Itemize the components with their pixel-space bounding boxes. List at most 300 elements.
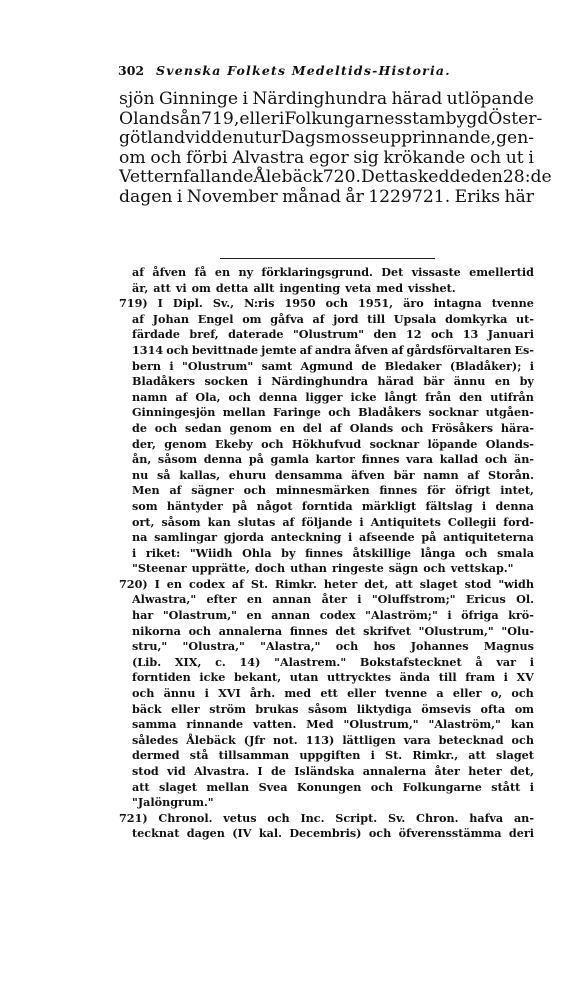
word: något [256, 498, 293, 513]
word: och [368, 826, 392, 841]
word: dermed [132, 748, 180, 763]
word: i [529, 358, 534, 373]
word: Bladåkers [358, 405, 422, 420]
footnote-line [119, 296, 534, 312]
word: gårdsförvaltaren [406, 342, 512, 357]
word: efter [206, 592, 237, 607]
word: icke [350, 389, 377, 404]
word: kartor [315, 452, 356, 467]
word: liktydiga [356, 701, 412, 716]
word: Frösåkers [431, 420, 493, 435]
word: rinnande [186, 717, 244, 732]
word: denna [495, 498, 534, 513]
word: vara [406, 452, 434, 467]
word: långt [384, 389, 418, 404]
word: sjön [119, 89, 155, 109]
word: förbi [186, 147, 228, 168]
word: Engel [197, 311, 234, 326]
word: ur [261, 128, 281, 148]
word: denna [203, 452, 243, 467]
footnote-line [119, 499, 534, 515]
word: ligger [305, 389, 343, 404]
word: och [511, 732, 534, 747]
word: stod [464, 576, 492, 591]
word: och [328, 405, 351, 420]
word: Storån. [488, 467, 534, 482]
word: långa [420, 545, 456, 560]
word: stå [189, 748, 209, 763]
word: ut- [516, 311, 534, 326]
word: forntida [301, 498, 353, 513]
word: Olandsån719, [119, 108, 240, 129]
word: i [242, 89, 248, 109]
word: och [267, 810, 290, 825]
word: Hökhufvud [291, 436, 362, 451]
word: med [376, 280, 404, 295]
word: ingenting [279, 280, 341, 295]
word: en [494, 374, 511, 389]
word: i [278, 108, 285, 129]
word: en [246, 592, 263, 607]
word: stod [132, 764, 159, 778]
word: ut [505, 147, 524, 168]
footnote-line [119, 733, 534, 749]
word: Chron. [416, 810, 459, 825]
word: socknar [369, 436, 420, 451]
word: hafva [469, 810, 504, 825]
word: XIX, [174, 654, 202, 669]
word: "Olastrum," [162, 608, 237, 623]
word: Alwastra," [132, 592, 197, 607]
word: vissaste [411, 265, 461, 279]
word: härad [377, 374, 414, 389]
word: eller [347, 686, 376, 701]
word: i [348, 530, 353, 545]
word: nikorna [132, 623, 181, 638]
word: och [154, 420, 178, 435]
word: gjorda [223, 530, 265, 545]
footnote-line [119, 717, 534, 733]
word: Dagsmosse [280, 128, 380, 148]
word: uttrycktes [327, 670, 392, 685]
footnote-line [119, 748, 534, 764]
word: smala [497, 545, 534, 560]
word: fältslag [425, 498, 473, 513]
word: att [132, 779, 150, 794]
word: 28:de [502, 167, 552, 187]
body-line [119, 129, 534, 149]
word: Sv. [387, 810, 406, 825]
word: Folkungarnes [284, 108, 404, 129]
footnote-line [119, 780, 534, 796]
word: 1229721. [368, 186, 451, 207]
word: är, [132, 280, 149, 295]
word: 1314 [132, 342, 164, 357]
word: ömsevis [421, 701, 472, 716]
word: intagna [433, 296, 482, 311]
word: Olands- [485, 436, 534, 451]
word: stått [491, 779, 521, 794]
word: 12 [405, 327, 422, 342]
word: följande [301, 514, 353, 529]
word: åtskillige [352, 545, 412, 560]
word: till [367, 311, 386, 326]
word: socknar [428, 405, 479, 420]
word: upprätte, [191, 561, 250, 576]
word: i [503, 670, 508, 685]
word: Konungen [296, 779, 362, 794]
word: Collegii [447, 514, 497, 529]
word: af [231, 576, 244, 591]
word: icke [199, 670, 226, 685]
word: upprinnande, [379, 128, 497, 148]
word: och [370, 779, 394, 794]
word: 1950 [284, 296, 316, 311]
word: ofta [480, 701, 506, 716]
word: från [425, 389, 452, 404]
word: fram [465, 670, 496, 685]
footnote-line [119, 468, 534, 484]
word: codex [189, 576, 225, 591]
word: allt [253, 280, 275, 295]
word: och [335, 639, 359, 654]
word: af [282, 514, 295, 529]
word: af [299, 342, 312, 357]
page-number: 302 [118, 63, 145, 78]
word: veta [345, 280, 372, 295]
word: "Steenar [132, 561, 187, 576]
word: Rimkr., [412, 748, 459, 763]
word: mellan [222, 405, 266, 420]
word: na [132, 530, 148, 545]
word: år [345, 186, 364, 207]
word: Decembris) [289, 826, 362, 841]
word: "Alastra," [260, 639, 321, 654]
word: Vettern [119, 167, 184, 187]
word: Ola, [195, 389, 221, 404]
word: än- [513, 452, 534, 467]
word: stambygd [403, 108, 489, 129]
word: sägn [388, 561, 419, 576]
word: 14) [239, 654, 261, 669]
footnote-line [119, 515, 534, 531]
word: anteckning [270, 530, 342, 545]
word: Men [132, 483, 160, 498]
word: Svea [258, 779, 288, 794]
word: deri [508, 826, 534, 841]
word: visshet. [408, 280, 456, 295]
word: 113) [305, 732, 335, 747]
footnote-line [119, 374, 534, 390]
body-line [119, 90, 534, 110]
word: kan [207, 514, 231, 529]
word: Johan [152, 311, 190, 326]
word: åfven [354, 342, 389, 357]
word: Agmund [300, 358, 353, 373]
word: i [359, 514, 364, 529]
word: Alvastra. [193, 764, 250, 778]
word: fallande [183, 167, 254, 187]
word: slaget [496, 748, 534, 763]
word: stru," [132, 639, 168, 654]
word: finnes [289, 623, 328, 638]
word: Rimkr. [274, 576, 317, 591]
word: af [175, 389, 188, 404]
word: skrifvet [363, 623, 411, 638]
word: i [176, 186, 183, 207]
word: således [132, 732, 179, 747]
word: XV [516, 670, 534, 685]
word: riket: [145, 545, 181, 560]
word: utifrån [490, 389, 534, 404]
word: utan [289, 670, 319, 685]
word: annan [272, 592, 312, 607]
word: ford- [503, 514, 534, 529]
word: "Olustrum," [343, 717, 419, 732]
word: färdade [132, 327, 180, 342]
footnote-line [119, 452, 534, 468]
word: (IV [232, 826, 252, 841]
word: "Olustra," [182, 639, 245, 654]
word: doch [254, 561, 286, 576]
footnote-line [119, 608, 534, 624]
word: "Olustrum" [182, 358, 254, 373]
word: och [401, 420, 424, 435]
word: om [119, 147, 146, 168]
word: Eriks [454, 186, 501, 207]
word: brukas [255, 701, 299, 716]
word: tecknat [132, 826, 180, 841]
word: I [157, 296, 163, 311]
word: de [270, 764, 286, 778]
word: heter [468, 764, 502, 778]
word: utgåen- [485, 405, 534, 420]
word: såsom [308, 701, 348, 716]
word: domkyrka [445, 311, 508, 326]
footnote-line [119, 327, 534, 343]
word: uthan [290, 561, 327, 576]
word: Ålebäck [186, 732, 236, 747]
footnote-line [119, 561, 534, 577]
footnote-line [119, 577, 534, 593]
word: var [496, 654, 516, 669]
footnote-line [119, 639, 534, 655]
word: krö- [508, 608, 534, 623]
footnote-line [119, 795, 534, 811]
word: afseende [358, 530, 415, 545]
word: densamma [274, 467, 343, 482]
word: vettskap." [450, 561, 514, 576]
word: af [329, 420, 342, 435]
word: slaget [419, 576, 458, 591]
word: 721) [119, 810, 148, 825]
word: Bladåkers [132, 374, 196, 389]
word: ett [320, 686, 338, 701]
word: och [511, 686, 534, 701]
word: Närdinghundra [252, 89, 388, 109]
word: bär [423, 374, 445, 389]
word: St. [250, 576, 269, 591]
word: detta [215, 280, 249, 295]
word: eller [171, 701, 200, 716]
word: Ginninge [158, 89, 239, 109]
word: i [481, 498, 487, 513]
word: I [257, 764, 263, 778]
word: N:ris [244, 296, 275, 311]
word: der, [132, 436, 156, 451]
footnote-line [119, 702, 534, 718]
word: den [211, 128, 244, 148]
word: i [529, 779, 534, 794]
word: codex [319, 608, 356, 623]
word: Dipl. [172, 296, 203, 311]
word: Ginningesjön [132, 405, 216, 420]
word: ut [243, 128, 262, 148]
word: ån, [132, 452, 152, 467]
word: vara [403, 732, 431, 747]
word: gen- [496, 128, 535, 148]
word: slutas [237, 514, 276, 529]
word: sig [353, 147, 379, 168]
word: samlingar [154, 530, 218, 545]
main-text [119, 89, 552, 207]
word: det, [364, 576, 389, 591]
word: Bledaker [384, 358, 442, 373]
footnote-line [119, 312, 534, 328]
word: kal. [258, 826, 282, 841]
word: sägner [191, 483, 234, 498]
word: kallas, [179, 467, 221, 482]
word: heter [323, 576, 358, 591]
word: "Oluffstrom;" [371, 592, 456, 607]
word: i [370, 748, 375, 763]
footnote-line [119, 421, 534, 437]
word: tillsamman [218, 748, 290, 763]
word: en [166, 576, 183, 591]
word: har [132, 608, 154, 623]
word: ny [238, 265, 254, 279]
word: eller [452, 686, 482, 701]
word: det, [509, 764, 534, 778]
word: årh. [249, 686, 276, 701]
footnote-line [119, 437, 534, 453]
word: andra [314, 342, 352, 357]
word: ända [399, 670, 431, 685]
word: hos [373, 639, 396, 654]
word: (Bladåker); [449, 358, 522, 373]
footnote-line [119, 390, 534, 406]
word: månad [282, 186, 341, 207]
body-line [119, 108, 543, 130]
word: namn [132, 389, 168, 404]
word: en [214, 265, 231, 279]
word: annalerna [362, 764, 427, 778]
word: bär [393, 467, 415, 482]
word: Es- [514, 342, 534, 357]
word: bäck [132, 701, 162, 716]
word: Januari [487, 327, 534, 342]
word: i [357, 592, 362, 607]
footnote-line [119, 546, 534, 562]
word: kallad [439, 452, 479, 467]
word: sedan [185, 420, 222, 435]
word: Alvastra [232, 147, 305, 168]
word: och [430, 327, 454, 342]
word: gåfva [270, 311, 304, 326]
footnote-line [119, 624, 534, 640]
footnote-line [119, 592, 534, 608]
word: och [484, 452, 508, 467]
word: 720) [119, 576, 148, 591]
word: "Olu- [501, 623, 534, 638]
word: Ericus [465, 592, 506, 607]
word: betecknad [438, 732, 504, 747]
word: Öster- [488, 108, 543, 129]
running-title: Svenska Folkets Medeltids-Historia. [156, 63, 451, 78]
word: Bokstafstecknet [359, 654, 462, 669]
word: så [156, 467, 171, 482]
word: på [421, 530, 437, 545]
word: gamla [270, 452, 309, 467]
footnote-line [119, 343, 534, 359]
footnote-line [119, 764, 534, 780]
footnote-separator [220, 258, 435, 259]
word: i [447, 608, 452, 623]
word: del [302, 420, 322, 435]
word: "Jalöngrum." [132, 795, 214, 810]
word: Script. [335, 810, 378, 825]
word: "Alastrem." [274, 654, 347, 669]
word: ännu [453, 374, 486, 389]
footnote-line [119, 655, 534, 671]
word: bern [132, 358, 161, 373]
word: c. [215, 654, 226, 669]
word: Det [381, 265, 404, 279]
word: Folkungarne [402, 779, 482, 794]
word: intet, [500, 483, 534, 498]
word: an- [513, 810, 534, 825]
word: minnesmärken [275, 483, 370, 498]
word: ehuru [228, 467, 267, 482]
word: på [232, 498, 248, 513]
word: emellertid [469, 265, 534, 279]
word: om [242, 311, 262, 326]
word: St. [385, 748, 403, 763]
word: Upsala [393, 311, 437, 326]
word: i [257, 374, 262, 389]
word: lättligen [342, 732, 396, 747]
word: af [132, 265, 145, 279]
word: äro [403, 296, 424, 311]
word: och [132, 686, 155, 701]
footnote-line [119, 530, 534, 546]
footnote-line [119, 359, 534, 375]
body-line [119, 167, 552, 188]
body-line [119, 188, 534, 208]
footnote-line [119, 405, 534, 421]
word: hära- [500, 420, 534, 435]
word: och [423, 561, 446, 576]
word: Detta [361, 167, 410, 187]
word: "Olustrum" [292, 327, 365, 342]
word: bevittnade [191, 342, 259, 357]
page-header [118, 63, 518, 83]
word: ringeste [331, 561, 384, 576]
word: utlöpande [446, 89, 534, 109]
word: i [132, 545, 137, 560]
word: Närdinghundra [271, 374, 369, 389]
word: åter [434, 764, 460, 778]
